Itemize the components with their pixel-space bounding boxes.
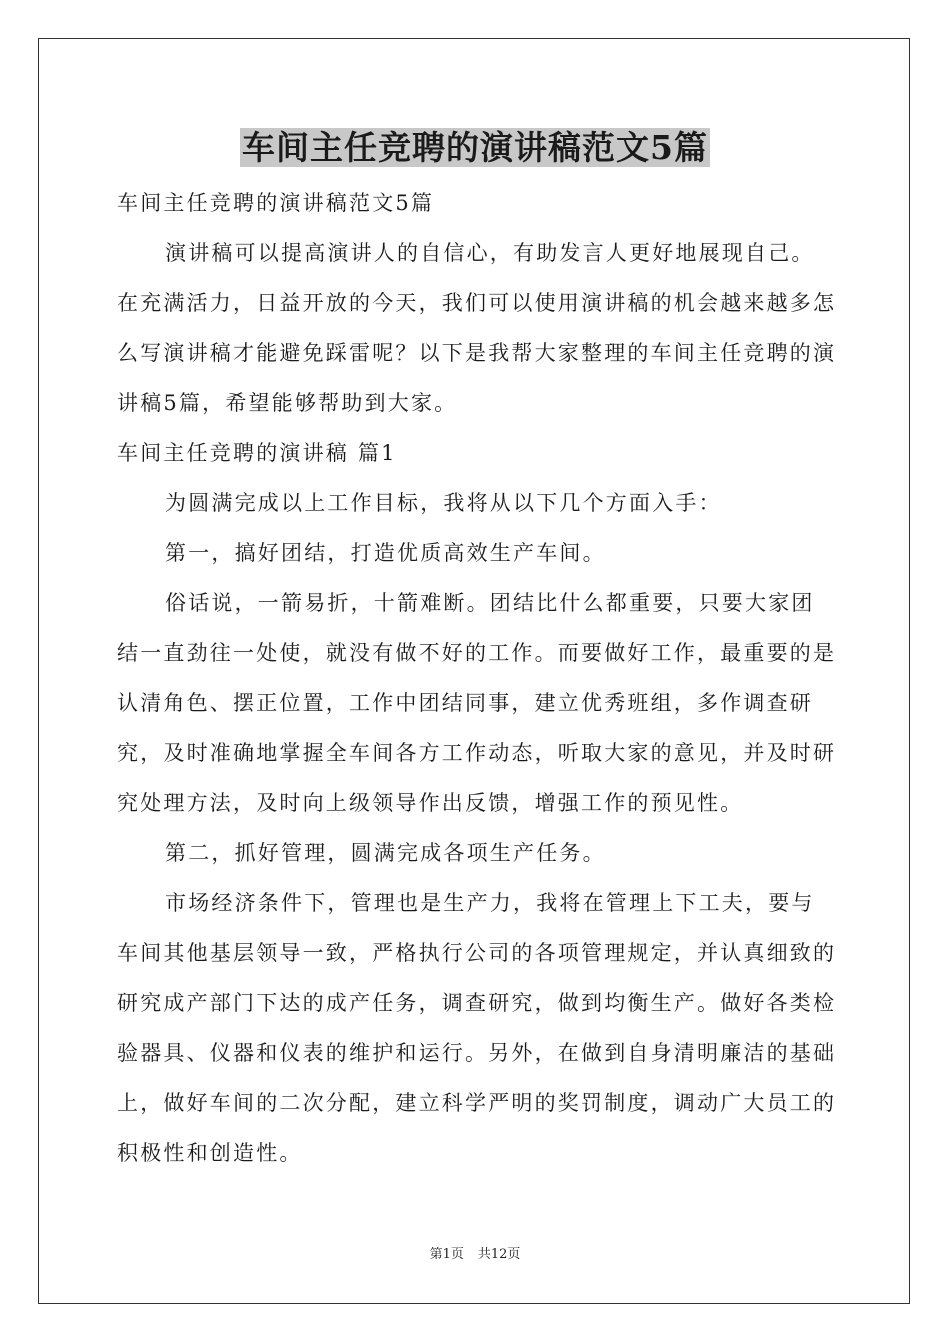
page-total: 共12页	[477, 1247, 521, 1262]
paragraph-2: 车间主任竞聘的演讲稿 篇1	[117, 441, 397, 465]
paragraph-4: 第一，搞好团结，打造优质高效生产车间。	[165, 541, 606, 565]
document-title	[0, 124, 950, 172]
paragraph-3: 为圆满完成以上工作目标，我将从以下几个方面入手：	[165, 491, 722, 515]
paragraph-0: 车间主任竞聘的演讲稿范文5篇	[117, 191, 435, 215]
paragraph-1: 演讲稿可以提高演讲人的自信心，有助发言人更好地展现自己。在充满活力，日益开放的今天，我们可以使用演讲稿的机会越来越多怎么写演讲稿才能避免踩雷呢？以下是我帮大家整理的车间主任竞聘的演讲稿5篇，希望能够帮助到大家。	[117, 241, 837, 415]
paragraph-6: 第二，抓好管理，圆满完成各项生产任务。	[165, 841, 606, 865]
paragraph-5: 俗话说，一箭易折，十箭难断。团结比什么都重要，只要大家团结一直劲往一处使，就没有做不好的工作。而要做好工作，最重要的是认清角色、摆正位置，工作中团结同事，建立优秀班组，多作调查研究，及时准确地掌握全车间各方工作动态，听取大家的意见，并及时研究处理方法，及时向上级领导作出反馈，增强工作的预见性。	[117, 591, 837, 815]
document-body	[117, 178, 837, 1178]
paragraph-7: 市场经济条件下，管理也是生产力，我将在管理上下工夫，要与车间其他基层领导一致，严格执行公司的各项管理规定，并认真细致的研究成产部门下达的成产任务，调查研究，做到均衡生产。做好各类检验器具、仪器和仪表的维护和运行。另外，在做到自身清明廉洁的基础上，做好车间的二次分配，建立科学严明的奖罚制度，调动广大员工的积极性和创造性。	[117, 891, 837, 1165]
document-title-text: 车间主任竞聘的演讲稿范文5篇	[242, 128, 708, 167]
page-number: 第1页	[429, 1247, 464, 1262]
page-footer	[0, 1243, 950, 1262]
